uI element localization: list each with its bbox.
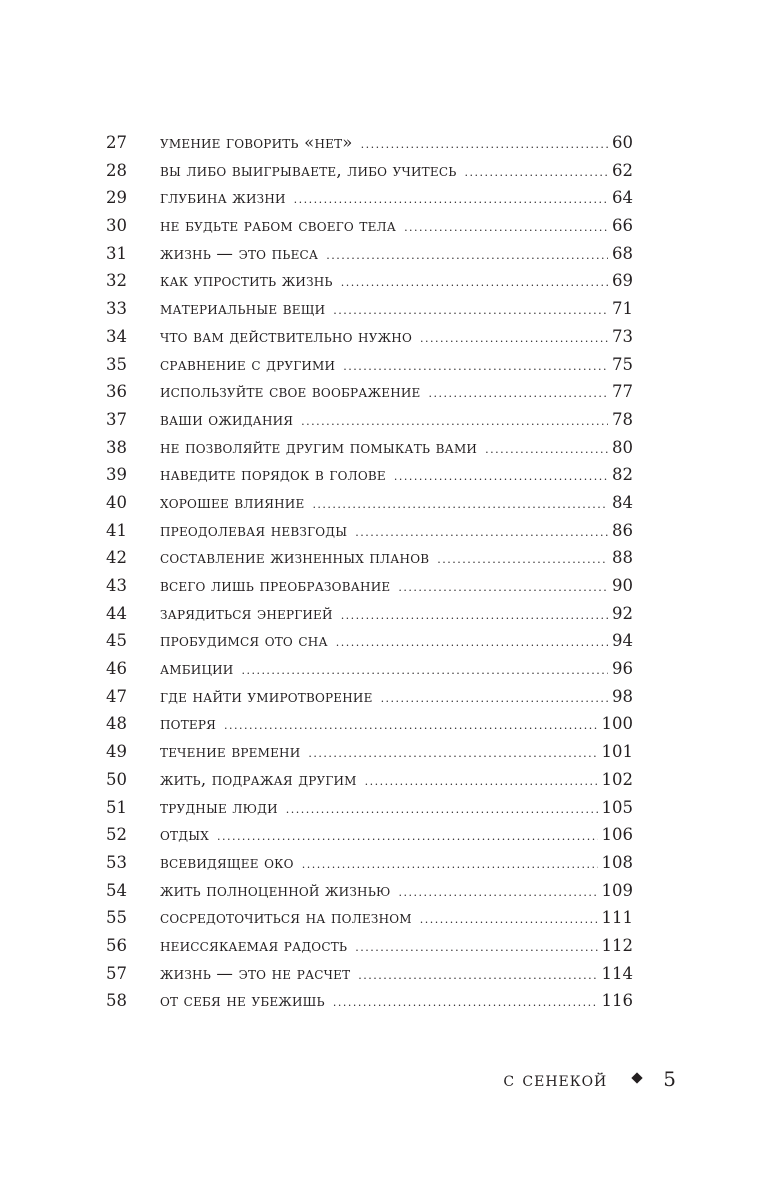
chapter-title: материальные вещи [160, 299, 326, 319]
page-ref: 84 [612, 492, 633, 512]
toc-entry [106, 710, 633, 738]
chapter-number: 42 [106, 548, 127, 568]
chapter-title: всего лишь преобразование [160, 576, 391, 595]
chapter-number: 57 [106, 963, 127, 983]
toc-entry [106, 932, 633, 960]
page-ref: 88 [612, 548, 633, 568]
page-ref: 112 [601, 935, 633, 955]
dot-leader [404, 214, 608, 242]
chapter-title: трудные люди [160, 797, 278, 817]
toc-entry [106, 212, 633, 240]
chapter-number: 31 [106, 243, 127, 263]
dot-leader [429, 380, 608, 408]
chapter-number: 58 [106, 991, 127, 1011]
chapter-title: амбиции [160, 659, 234, 679]
chapter-title: сравнение с другими [160, 354, 336, 374]
toc-entry [106, 738, 633, 766]
chapter-number: 32 [106, 271, 127, 291]
page-ref: 114 [601, 963, 633, 983]
page-number: 5 [663, 1067, 676, 1091]
page-ref: 73 [612, 326, 633, 346]
dot-leader [302, 851, 598, 879]
chapter-number: 48 [106, 714, 127, 734]
page-ref: 109 [601, 880, 633, 900]
toc-entry [106, 600, 633, 628]
page-ref: 108 [601, 852, 633, 872]
chapter-number: 55 [106, 908, 127, 928]
dot-leader [355, 934, 597, 962]
chapter-number: 38 [106, 437, 127, 457]
chapter-number: 29 [106, 188, 127, 208]
toc-entry [106, 572, 633, 600]
chapter-title: жить полноценной жизнью [160, 880, 391, 900]
dot-leader [420, 325, 608, 353]
chapter-title: вы либо выигрываете, либо учитесь [160, 160, 457, 180]
toc-entry [106, 184, 633, 212]
toc-entry [106, 323, 633, 351]
chapter-number: 47 [106, 686, 127, 706]
chapter-number: 46 [106, 659, 127, 679]
dot-leader [224, 712, 597, 740]
toc-entry [106, 461, 633, 489]
toc-entry [106, 655, 633, 683]
dot-leader [308, 740, 597, 768]
toc-entry [106, 794, 633, 822]
chapter-title: ваши ожидания [160, 409, 294, 429]
chapter-title: не будьте рабом своего тела [160, 216, 397, 236]
toc-entry [106, 821, 633, 849]
dot-leader [294, 186, 608, 214]
toc-entry [106, 267, 633, 295]
chapter-title: что вам действительно нужно [160, 326, 412, 346]
chapter-number: 45 [106, 631, 127, 651]
chapter-title: хорошее влияние [160, 492, 305, 512]
dot-leader [341, 269, 608, 297]
toc-entry [106, 295, 633, 323]
page-ref: 71 [612, 299, 633, 319]
dot-leader [326, 242, 608, 270]
toc-entry [106, 434, 633, 462]
chapter-number: 37 [106, 409, 127, 429]
page-ref: 105 [601, 797, 633, 817]
toc-entry [106, 378, 633, 406]
page-ref: 92 [612, 603, 633, 623]
chapter-number: 33 [106, 299, 127, 319]
chapter-number: 41 [106, 520, 127, 540]
chapter-number: 34 [106, 326, 127, 346]
chapter-title: отдых [160, 825, 209, 845]
chapter-number: 35 [106, 354, 127, 374]
page-ref: 98 [612, 686, 633, 706]
toc-entry [106, 877, 633, 905]
chapter-number: 56 [106, 935, 127, 955]
toc-entry [106, 351, 633, 379]
chapter-title: от себя не убежишь [160, 991, 325, 1011]
chapter-title: наведите порядок в голове [160, 465, 386, 485]
dot-leader [465, 159, 608, 187]
chapter-title: преодолевая невзгоды [160, 520, 348, 540]
page-ref: 102 [601, 769, 633, 789]
toc-entry [106, 489, 633, 517]
page-ref: 69 [612, 271, 633, 291]
chapter-number: 40 [106, 492, 127, 512]
dot-leader [399, 879, 598, 907]
chapter-number: 30 [106, 216, 127, 236]
page-ref: 100 [601, 714, 633, 734]
chapter-number: 53 [106, 852, 127, 872]
dot-leader [217, 823, 598, 851]
dot-leader [437, 546, 608, 574]
page-ref: 60 [612, 133, 633, 152]
page-ref: 77 [612, 382, 633, 402]
toc-entry [106, 683, 633, 711]
diamond-icon [632, 1072, 643, 1083]
dot-leader [361, 131, 608, 159]
chapter-number: 49 [106, 742, 127, 762]
page-ref: 86 [612, 520, 633, 540]
dot-leader [355, 519, 608, 547]
chapter-number: 28 [106, 160, 127, 180]
dot-leader [286, 796, 598, 824]
chapter-number: 44 [106, 603, 127, 623]
chapter-number: 36 [106, 382, 127, 402]
toc-entry [106, 904, 633, 932]
dot-leader [420, 906, 598, 934]
table-of-contents [106, 129, 633, 1015]
chapter-title: неиссякаемая радость [160, 935, 348, 955]
dot-leader [381, 685, 608, 713]
chapter-number: 51 [106, 797, 127, 817]
page-ref: 94 [612, 631, 633, 651]
chapter-number: 27 [106, 133, 127, 152]
dot-leader [358, 962, 597, 990]
chapter-title: где найти умиротворение [160, 686, 373, 706]
page-ref: 78 [612, 409, 633, 429]
chapter-title: сосредоточиться на полезном [160, 908, 412, 928]
toc-entry [106, 240, 633, 268]
toc-entry [106, 987, 633, 1015]
page-ref: 68 [612, 243, 633, 263]
page-ref: 116 [601, 991, 633, 1011]
page-ref: 90 [612, 576, 633, 595]
chapter-title: потеря [160, 714, 217, 734]
chapter-title: жить, подражая другим [160, 769, 357, 789]
chapter-number: 43 [106, 576, 127, 595]
toc-entry [106, 406, 633, 434]
dot-leader [343, 353, 608, 381]
dot-leader [485, 436, 608, 464]
page-ref: 101 [601, 742, 633, 762]
toc-entry [106, 627, 633, 655]
page-ref: 66 [612, 216, 633, 236]
running-title: с сенекой [503, 1067, 608, 1091]
page-ref: 64 [612, 188, 633, 208]
chapter-title: умение говорить «нет» [160, 133, 353, 152]
chapter-number: 52 [106, 825, 127, 845]
page-ref: 75 [612, 354, 633, 374]
chapter-title: не позволяйте другим помыкать вами [160, 437, 478, 457]
chapter-title: всевидящее око [160, 852, 294, 872]
page-ref: 62 [612, 160, 633, 180]
chapter-title: зарядиться энергией [160, 603, 333, 623]
dot-leader [312, 491, 608, 519]
page-ref: 111 [601, 908, 633, 928]
page-ref: 96 [612, 659, 633, 679]
chapter-number: 54 [106, 880, 127, 900]
dot-leader [241, 657, 608, 685]
toc-entry [106, 544, 633, 572]
toc-entry [106, 849, 633, 877]
chapter-title: как упростить жизнь [160, 271, 333, 291]
dot-leader [333, 989, 598, 1017]
chapter-number: 50 [106, 769, 127, 789]
chapter-title: используйте свое воображение [160, 382, 421, 402]
toc-entry [106, 766, 633, 794]
chapter-title: жизнь — это не расчет [160, 963, 351, 983]
page-ref: 82 [612, 465, 633, 485]
page-footer [503, 1067, 676, 1091]
chapter-title: составление жизненных планов [160, 548, 430, 568]
page-ref: 80 [612, 437, 633, 457]
chapter-title: глубина жизни [160, 188, 286, 208]
chapter-title: пробудимся ото сна [160, 631, 328, 651]
dot-leader [394, 463, 608, 491]
chapter-title: жизнь — это пьеса [160, 243, 319, 263]
dot-leader [336, 629, 608, 657]
dot-leader [398, 574, 608, 602]
dot-leader [301, 408, 608, 436]
chapter-number: 39 [106, 465, 127, 485]
dot-leader [333, 297, 608, 325]
page-ref: 106 [601, 825, 633, 845]
chapter-title: течение времени [160, 742, 301, 762]
dot-leader [341, 602, 608, 630]
toc-entry [106, 960, 633, 988]
toc-entry [106, 157, 633, 185]
dot-leader [365, 768, 598, 796]
toc-entry [106, 129, 633, 157]
toc-entry [106, 517, 633, 545]
